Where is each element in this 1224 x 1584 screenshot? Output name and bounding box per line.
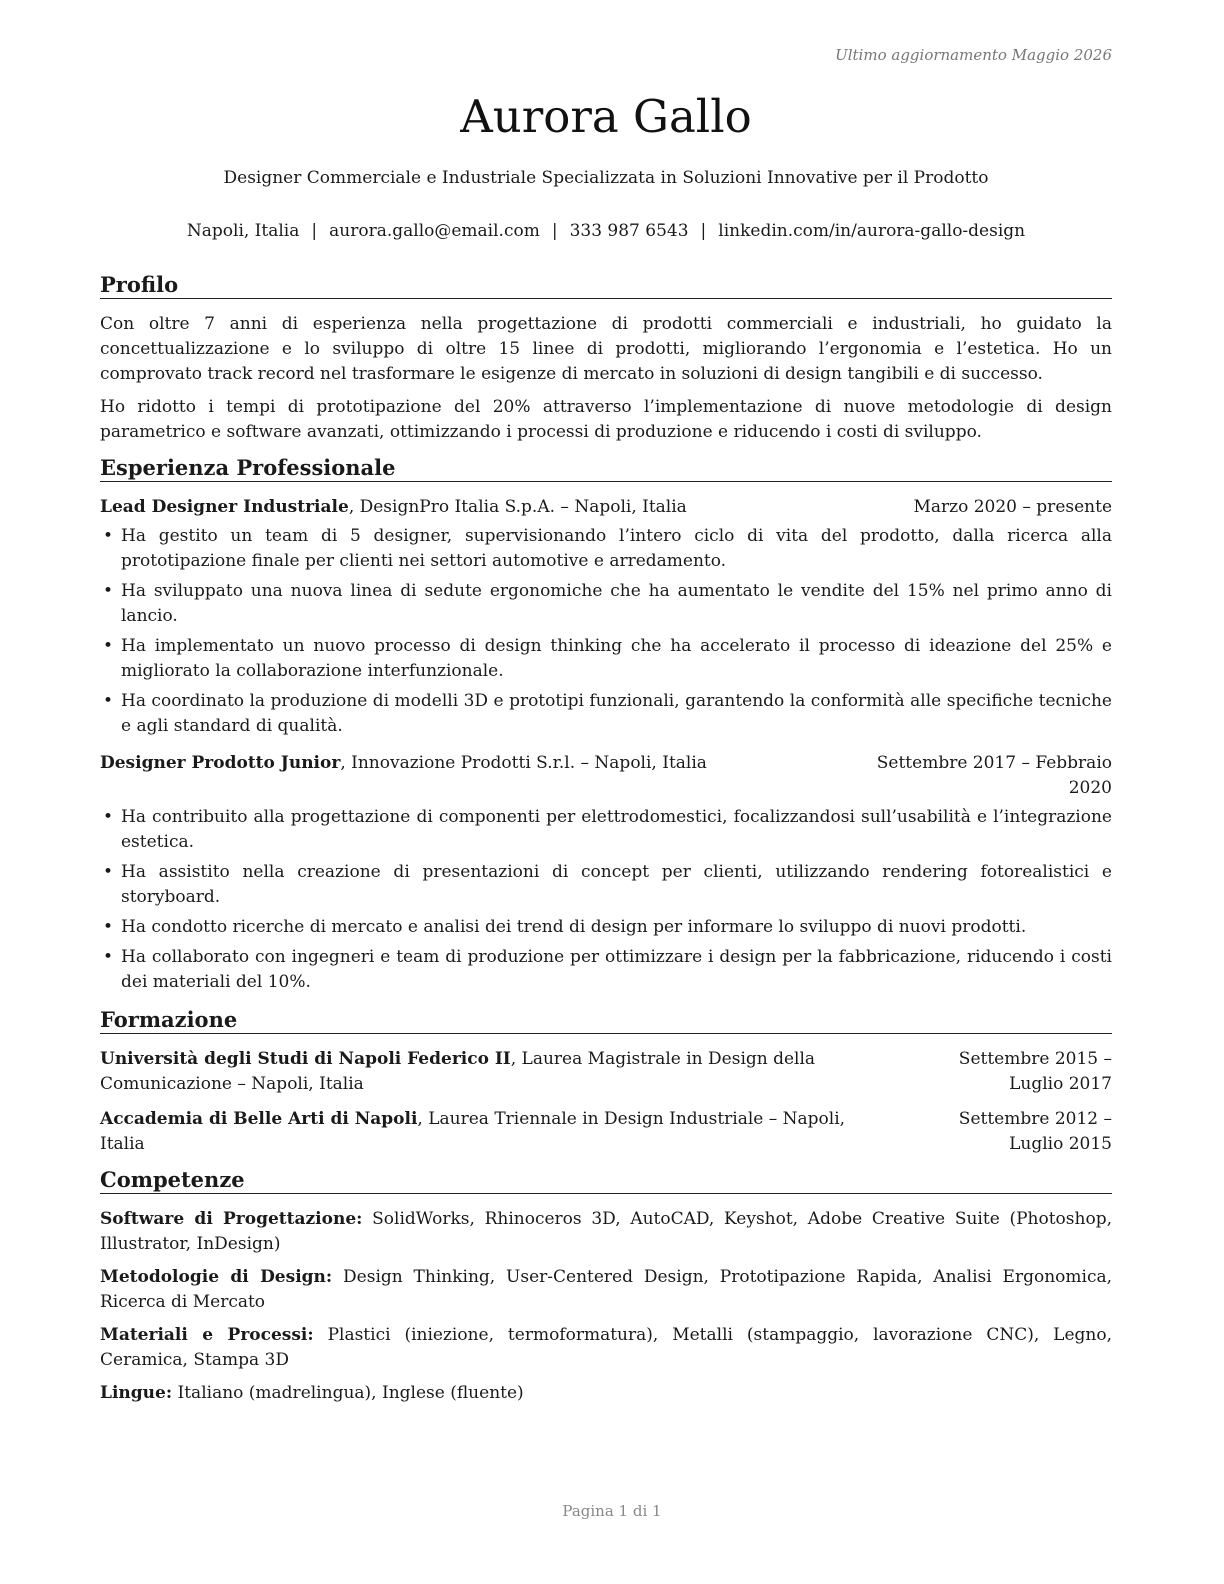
job-bullet: [100, 579, 1112, 629]
job-bullet-text: Ha implementato un nuovo processo di design thinking che ha accelerato il processo di ideazione del 25% e migliorato la collaborazione interfunzionale.: [121, 636, 1112, 681]
job-bullet: [100, 860, 1112, 910]
education-detail: , Laurea Triennale in Design Industriale – Napoli, Italia: [100, 1109, 846, 1154]
skill-value: Italiano (madrelingua), Inglese (fluente): [172, 1383, 524, 1403]
contact-phone: 333 987 6543: [569, 221, 689, 241]
job-company: , DesignPro Italia S.p.A. – Napoli, Italia: [348, 497, 687, 517]
candidate-subtitle: Designer Commerciale e Industriale Specializzata in Soluzioni Innovative per il Prodotto: [223, 168, 989, 188]
profile-section: [100, 272, 1112, 445]
job-bullet: [100, 915, 1112, 940]
education-institution: Accademia di Belle Arti di Napoli: [100, 1109, 418, 1129]
job-bullet-text: Ha coordinato la produzione di modelli 3D e prototipi funzionali, garantendo la conformità alle specifiche tecniche e agli standard di qualità.: [121, 691, 1112, 736]
education-institution: Università degli Studi di Napoli Federico II: [100, 1049, 511, 1069]
job-bullet-text: Ha assistito nella creazione di presentazioni di concept per clienti, utilizzando rendering fotorealistici e storyboard.: [121, 862, 1112, 907]
section-title-education: Formazione: [100, 1007, 1112, 1034]
contact-line: [100, 219, 1112, 243]
last-updated-note: Ultimo aggiornamento Maggio 2026: [835, 46, 1112, 64]
job-bullet: [100, 689, 1112, 739]
education-detail: , Laurea Magistrale in Design della Comunicazione – Napoli, Italia: [100, 1049, 816, 1094]
page-number: Pagina 1 di 1: [562, 1502, 662, 1520]
job-bullet-text: Ha condotto ricerche di mercato e analisi dei trend di design per informare lo sviluppo di nuovi prodotti.: [121, 917, 1027, 937]
contact-linkedin[interactable]: linkedin.com/in/aurora-gallo-design: [718, 221, 1026, 241]
job-bullet: [100, 805, 1112, 855]
skill-value: SolidWorks, Rhinoceros 3D, AutoCAD, Keyshot, Adobe Creative Suite (Photoshop, Illustrator, InDesign): [100, 1209, 1112, 1254]
job-bullets: [100, 805, 1112, 995]
contact-separator: |: [700, 221, 707, 241]
candidate-name: Aurora Gallo: [460, 90, 752, 143]
job-bullet: [100, 945, 1112, 995]
contact-email[interactable]: aurora.gallo@email.com: [329, 221, 540, 241]
skills-section: [100, 1167, 1112, 1406]
job-bullet: [100, 634, 1112, 684]
job-bullet-text: Ha sviluppato una nuova linea di sedute ergonomiche che ha aumentato le vendite del 15% nel primo anno di lancio.: [121, 581, 1112, 626]
bullet-icon: •: [103, 807, 114, 827]
bullet-icon: •: [103, 636, 114, 656]
job-bullet: [100, 524, 1112, 574]
contact-separator: |: [311, 221, 318, 241]
job-entry: [100, 495, 1112, 739]
job-role: Lead Designer Industriale: [100, 497, 349, 517]
job-company: , Innovazione Prodotti S.r.l. – Napoli, Italia: [340, 753, 707, 773]
job-role: Designer Prodotto Junior: [100, 753, 341, 773]
bullet-icon: •: [103, 862, 114, 882]
education-dates: Settembre 2012 – Luglio 2015: [958, 1109, 1112, 1154]
section-title-profile: Profilo: [100, 272, 1112, 299]
education-section: [100, 1007, 1112, 1157]
job-bullet-text: Ha contribuito alla progettazione di componenti per elettrodomestici, focalizzandosi sull’usabilità e l’integrazione estetica.: [121, 807, 1112, 852]
bullet-icon: •: [103, 691, 114, 711]
job-bullet-text: Ha gestito un team di 5 designer, supervisionando l’intero ciclo di vita del prodotto, dalla ricerca alla prototipazione finale per clienti nei settori automotive e arredamento.: [121, 526, 1112, 571]
job-header: [100, 495, 1112, 520]
skill-label: Lingue:: [100, 1383, 173, 1403]
job-bullet-text: Ha collaborato con ingegneri e team di produzione per ottimizzare i design per la fabbricazione, riducendo i costi dei materiali del 10%.: [121, 947, 1112, 992]
skill-row: [100, 1323, 1112, 1373]
education-entry: [100, 1107, 1112, 1157]
job-dates: Marzo 2020 – presente: [913, 497, 1112, 517]
profile-paragraph: Ho ridotto i tempi di prototipazione del 20% attraverso l’implementazione di nuove metodologie di design parametrico e software avanzati, ottimizzando i processi di produzione e riducendo i costi di sviluppo.: [100, 397, 1112, 442]
job-dates: Settembre 2017 – Febbraio 2020: [876, 753, 1112, 798]
bullet-icon: •: [103, 581, 114, 601]
section-title-skills: Competenze: [100, 1167, 1112, 1194]
job-bullets: [100, 524, 1112, 739]
contact-separator: |: [551, 221, 558, 241]
bullet-icon: •: [103, 526, 114, 546]
job-entry: [100, 751, 1112, 995]
skill-label: Materiali e Processi:: [100, 1325, 314, 1345]
profile-paragraph: Con oltre 7 anni di esperienza nella progettazione di prodotti commerciali e industriali, ho guidato la concettualizzazione e lo sviluppo di oltre 15 linee di prodotti, migliorando l’ergonomia e l’estetica. Ho un comprovato track record nel trasformare le esigenze di mercato in soluzioni di design tangibili e di successo.: [100, 314, 1112, 384]
education-dates: Settembre 2015 – Luglio 2017: [958, 1049, 1112, 1094]
skill-label: Software di Progettazione:: [100, 1209, 363, 1229]
job-header: [100, 751, 1112, 801]
skill-value: Plastici (iniezione, termoformatura), Metalli (stampaggio, lavorazione CNC), Legno, Ceramica, Stampa 3D: [100, 1325, 1112, 1370]
skill-value: Design Thinking, User-Centered Design, Prototipazione Rapida, Analisi Ergonomica, Ricerca di Mercato: [100, 1267, 1112, 1312]
education-entry: [100, 1047, 1112, 1097]
skill-row: [100, 1207, 1112, 1257]
bullet-icon: •: [103, 947, 114, 967]
section-title-experience: Esperienza Professionale: [100, 455, 1112, 482]
skill-row: [100, 1265, 1112, 1315]
experience-section: [100, 455, 1112, 995]
bullet-icon: •: [103, 917, 114, 937]
skill-label: Metodologie di Design:: [100, 1267, 333, 1287]
resume-content: [100, 272, 1112, 1416]
contact-location: Napoli, Italia: [186, 221, 300, 241]
skill-row: [100, 1381, 1112, 1406]
